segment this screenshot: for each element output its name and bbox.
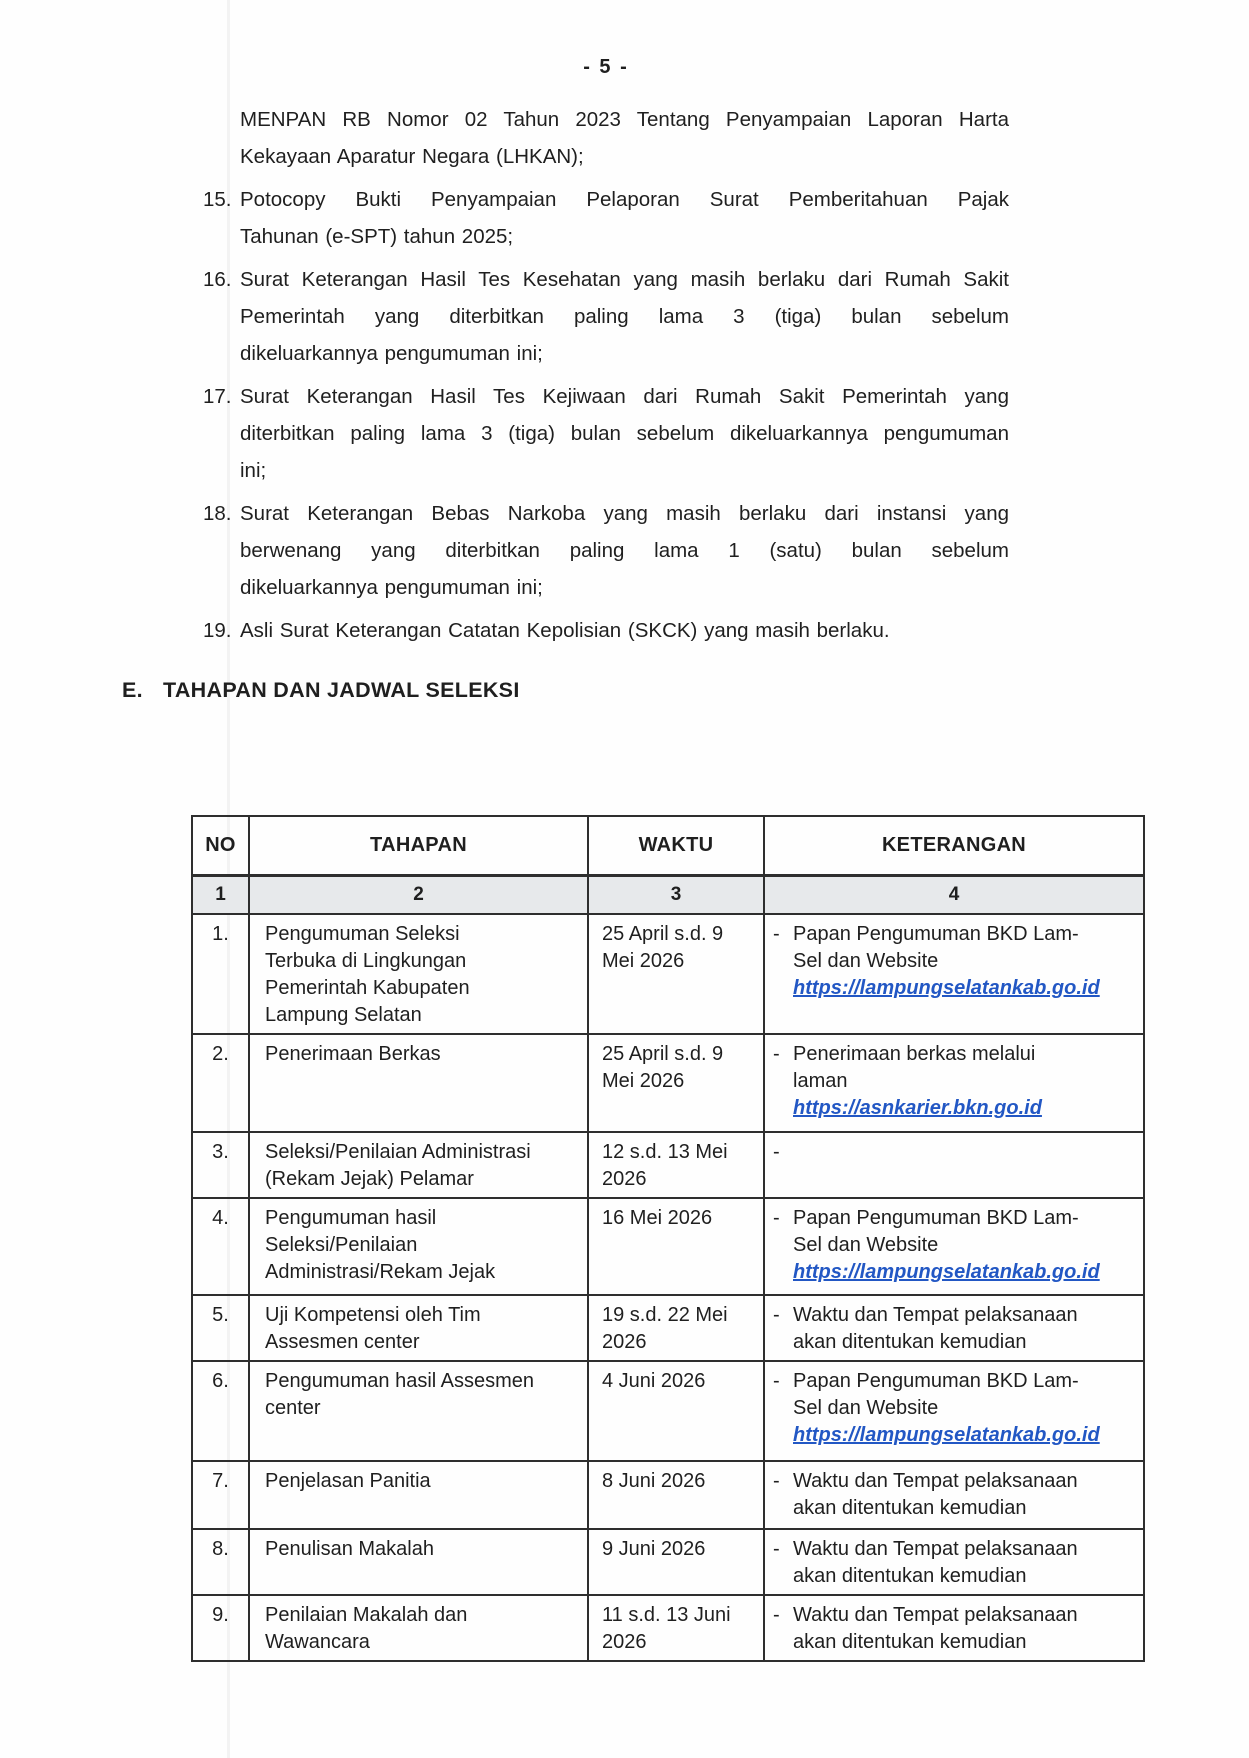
row-no: 2. [192,1034,249,1132]
cell-line: akan ditentukan kemudian [793,1631,1027,1653]
list-item-17 [203,378,1009,489]
cell-line: 2026 [602,1168,647,1190]
bullet-dash: - [773,1604,780,1626]
row-no: 6. [192,1361,249,1461]
row-keterangan [764,1529,1144,1595]
paragraph-line: dikeluarkannya pengumuman ini; [240,576,543,599]
row-keterangan [764,1361,1144,1461]
list-item-15 [203,181,1009,255]
col-num: 3 [588,876,764,915]
row-keterangan [764,1034,1144,1132]
paragraph-line: diterbitkan paling lama 3 (tiga) bulan sebelum dikeluarkannya pengumuman [240,422,1009,445]
cell-line: Waktu dan Tempat pelaksanaan [793,1538,1078,1560]
cell-line: Sel dan Website [793,950,939,972]
cell-line: Waktu dan Tempat pelaksanaan [793,1470,1078,1492]
row-waktu [588,914,764,1034]
cell-line: Waktu dan Tempat pelaksanaan [793,1604,1078,1626]
col-num: 4 [764,876,1144,915]
table-row [192,1461,1144,1529]
list-item-number: 15. [203,188,232,211]
row-keterangan [764,914,1144,1034]
cell-line: Penilaian Makalah dan [265,1604,468,1626]
cell-line: laman [793,1070,848,1092]
table-row [192,1295,1144,1361]
bullet-dash: - [773,1470,780,1492]
paragraph-line: Tahunan (e-SPT) tahun 2025; [240,225,514,248]
website-link[interactable]: https://lampungselatankab.go.id [793,1261,1100,1283]
paragraph-line: Surat Keterangan Hasil Tes Kesehatan yang masih berlaku dari Rumah Sakit [240,268,1009,291]
cell-line: 12 s.d. 13 Mei [602,1141,728,1163]
cell-line: Penerimaan Berkas [265,1043,441,1065]
table-header-row [192,816,1144,876]
bullet-dash: - [773,1304,780,1326]
cell-line: Wawancara [265,1631,370,1653]
cell-line: 2026 [602,1631,647,1653]
cell-line: Pengumuman hasil Assesmen [265,1370,535,1392]
header-waktu: WAKTU [588,816,764,876]
bullet-dash: - [773,1370,780,1392]
cell-line: Terbuka di Lingkungan [265,950,467,972]
cell-line: Pengumuman Seleksi [265,923,460,945]
cell-line: Penerimaan berkas melalui [793,1043,1036,1065]
row-waktu [588,1132,764,1198]
table-row [192,1198,1144,1295]
header-tahapan: TAHAPAN [249,816,588,876]
list-item-number: 17. [203,385,232,408]
cell-line: 9 Juni 2026 [602,1538,706,1560]
cell-line: 4 Juni 2026 [602,1370,706,1392]
row-waktu [588,1461,764,1529]
list-item-14-continuation [203,101,1009,175]
row-waktu [588,1595,764,1661]
section-letter: E. [122,678,143,702]
row-tahapan [249,1198,588,1295]
table-row [192,1595,1144,1661]
cell-line: Sel dan Website [793,1397,939,1419]
bullet-dash: - [773,1538,780,1560]
row-keterangan [764,1132,1144,1198]
cell-line: Papan Pengumuman BKD Lam- [793,1370,1079,1392]
cell-line: Waktu dan Tempat pelaksanaan [793,1304,1078,1326]
cell-line: Pemerintah Kabupaten [265,977,470,999]
cell-line: 19 s.d. 22 Mei [602,1304,728,1326]
cell-line: akan ditentukan kemudian [793,1497,1027,1519]
row-no: 9. [192,1595,249,1661]
cell-line: Sel dan Website [793,1234,939,1256]
cell-line: 2026 [602,1331,647,1353]
bullet-dash: - [773,923,780,945]
cell-line: 25 April s.d. 9 [602,1043,724,1065]
row-tahapan [249,914,588,1034]
list-item-19 [203,612,1009,649]
cell-line: Seleksi/Penilaian Administrasi [265,1141,531,1163]
table-column-number-row [192,876,1144,915]
paragraph-line: Potocopy Bukti Penyampaian Pelaporan Surat Pemberitahuan Pajak [240,188,1009,211]
website-link[interactable]: https://lampungselatankab.go.id [793,1424,1100,1446]
row-tahapan [249,1361,588,1461]
row-no: 4. [192,1198,249,1295]
row-tahapan [249,1034,588,1132]
row-keterangan [764,1461,1144,1529]
cell-line: Uji Kompetensi oleh Tim [265,1304,481,1326]
section-title: TAHAPAN DAN JADWAL SELEKSI [163,678,520,702]
cell-line: center [265,1397,321,1419]
paragraph-line: Surat Keterangan Bebas Narkoba yang masih berlaku dari instansi yang [240,502,1009,525]
col-num: 1 [192,876,249,915]
row-no: 8. [192,1529,249,1595]
row-tahapan [249,1132,588,1198]
row-tahapan [249,1529,588,1595]
row-tahapan [249,1461,588,1529]
row-no: 1. [192,914,249,1034]
row-waktu [588,1529,764,1595]
cell-line: 25 April s.d. 9 [602,923,724,945]
requirements-list [203,101,1009,655]
row-tahapan [249,1295,588,1361]
cell-line: akan ditentukan kemudian [793,1331,1027,1353]
page-number: - 5 - [583,56,629,78]
row-no: 7. [192,1461,249,1529]
paragraph-line: dikeluarkannya pengumuman ini; [240,342,543,365]
cell-line: Papan Pengumuman BKD Lam- [793,1207,1079,1229]
paragraph-line: ini; [240,459,267,482]
header-keterangan: KETERANGAN [764,816,1144,876]
paragraph-line: Surat Keterangan Hasil Tes Kejiwaan dari Rumah Sakit Pemerintah yang [240,385,1009,408]
row-keterangan [764,1595,1144,1661]
cell-line: (Rekam Jejak) Pelamar [265,1168,474,1190]
row-tahapan [249,1595,588,1661]
paragraph-line: MENPAN RB Nomor 02 Tahun 2023 Tentang Penyampaian Laporan Harta [240,108,1009,131]
cell-line: Lampung Selatan [265,1004,422,1026]
list-item-16 [203,261,1009,372]
bullet-dash: - [773,1207,780,1229]
paragraph-line: Pemerintah yang diterbitkan paling lama 3 (tiga) bulan sebelum [240,305,1009,328]
row-keterangan [764,1198,1144,1295]
col-num: 2 [249,876,588,915]
list-item-18 [203,495,1009,606]
header-no: NO [192,816,249,876]
schedule-table [191,815,1145,1662]
row-waktu [588,1295,764,1361]
row-no: 3. [192,1132,249,1198]
cell-line: Penulisan Makalah [265,1538,434,1560]
cell-line: 8 Juni 2026 [602,1470,706,1492]
cell-line: Mei 2026 [602,1070,685,1092]
list-item-number: 18. [203,502,232,525]
paragraph-line: berwenang yang diterbitkan paling lama 1 (satu) bulan sebelum [240,539,1009,562]
table-row [192,1034,1144,1132]
bullet-dash: - [773,1043,780,1065]
table-row [192,1529,1144,1595]
website-link[interactable]: https://lampungselatankab.go.id [793,977,1100,999]
row-waktu [588,1198,764,1295]
row-no: 5. [192,1295,249,1361]
cell-line: Pengumuman hasil [265,1207,437,1229]
cell-line: Assesmen center [265,1331,420,1353]
list-item-number: 19. [203,619,232,642]
section-heading-e [122,678,520,703]
cell-line: Penjelasan Panitia [265,1470,431,1492]
row-keterangan [764,1295,1144,1361]
row-waktu [588,1361,764,1461]
bullet-dash: - [773,1141,780,1163]
table-row [192,1132,1144,1198]
cell-line: 16 Mei 2026 [602,1207,713,1229]
table-row [192,914,1144,1034]
row-waktu [588,1034,764,1132]
cell-line: 11 s.d. 13 Juni [602,1604,731,1626]
table-row [192,1361,1144,1461]
list-item-number: 16. [203,268,232,291]
website-link[interactable]: https://asnkarier.bkn.go.id [793,1097,1042,1119]
paragraph-line: Asli Surat Keterangan Catatan Kepolisian (SKCK) yang masih berlaku. [240,619,890,642]
cell-line: akan ditentukan kemudian [793,1565,1027,1587]
cell-line: Seleksi/Penilaian [265,1234,418,1256]
cell-line: Administrasi/Rekam Jejak [265,1261,496,1283]
paragraph-line: Kekayaan Aparatur Negara (LHKAN); [240,145,584,168]
cell-line: Papan Pengumuman BKD Lam- [793,923,1079,945]
cell-line: Mei 2026 [602,950,685,972]
